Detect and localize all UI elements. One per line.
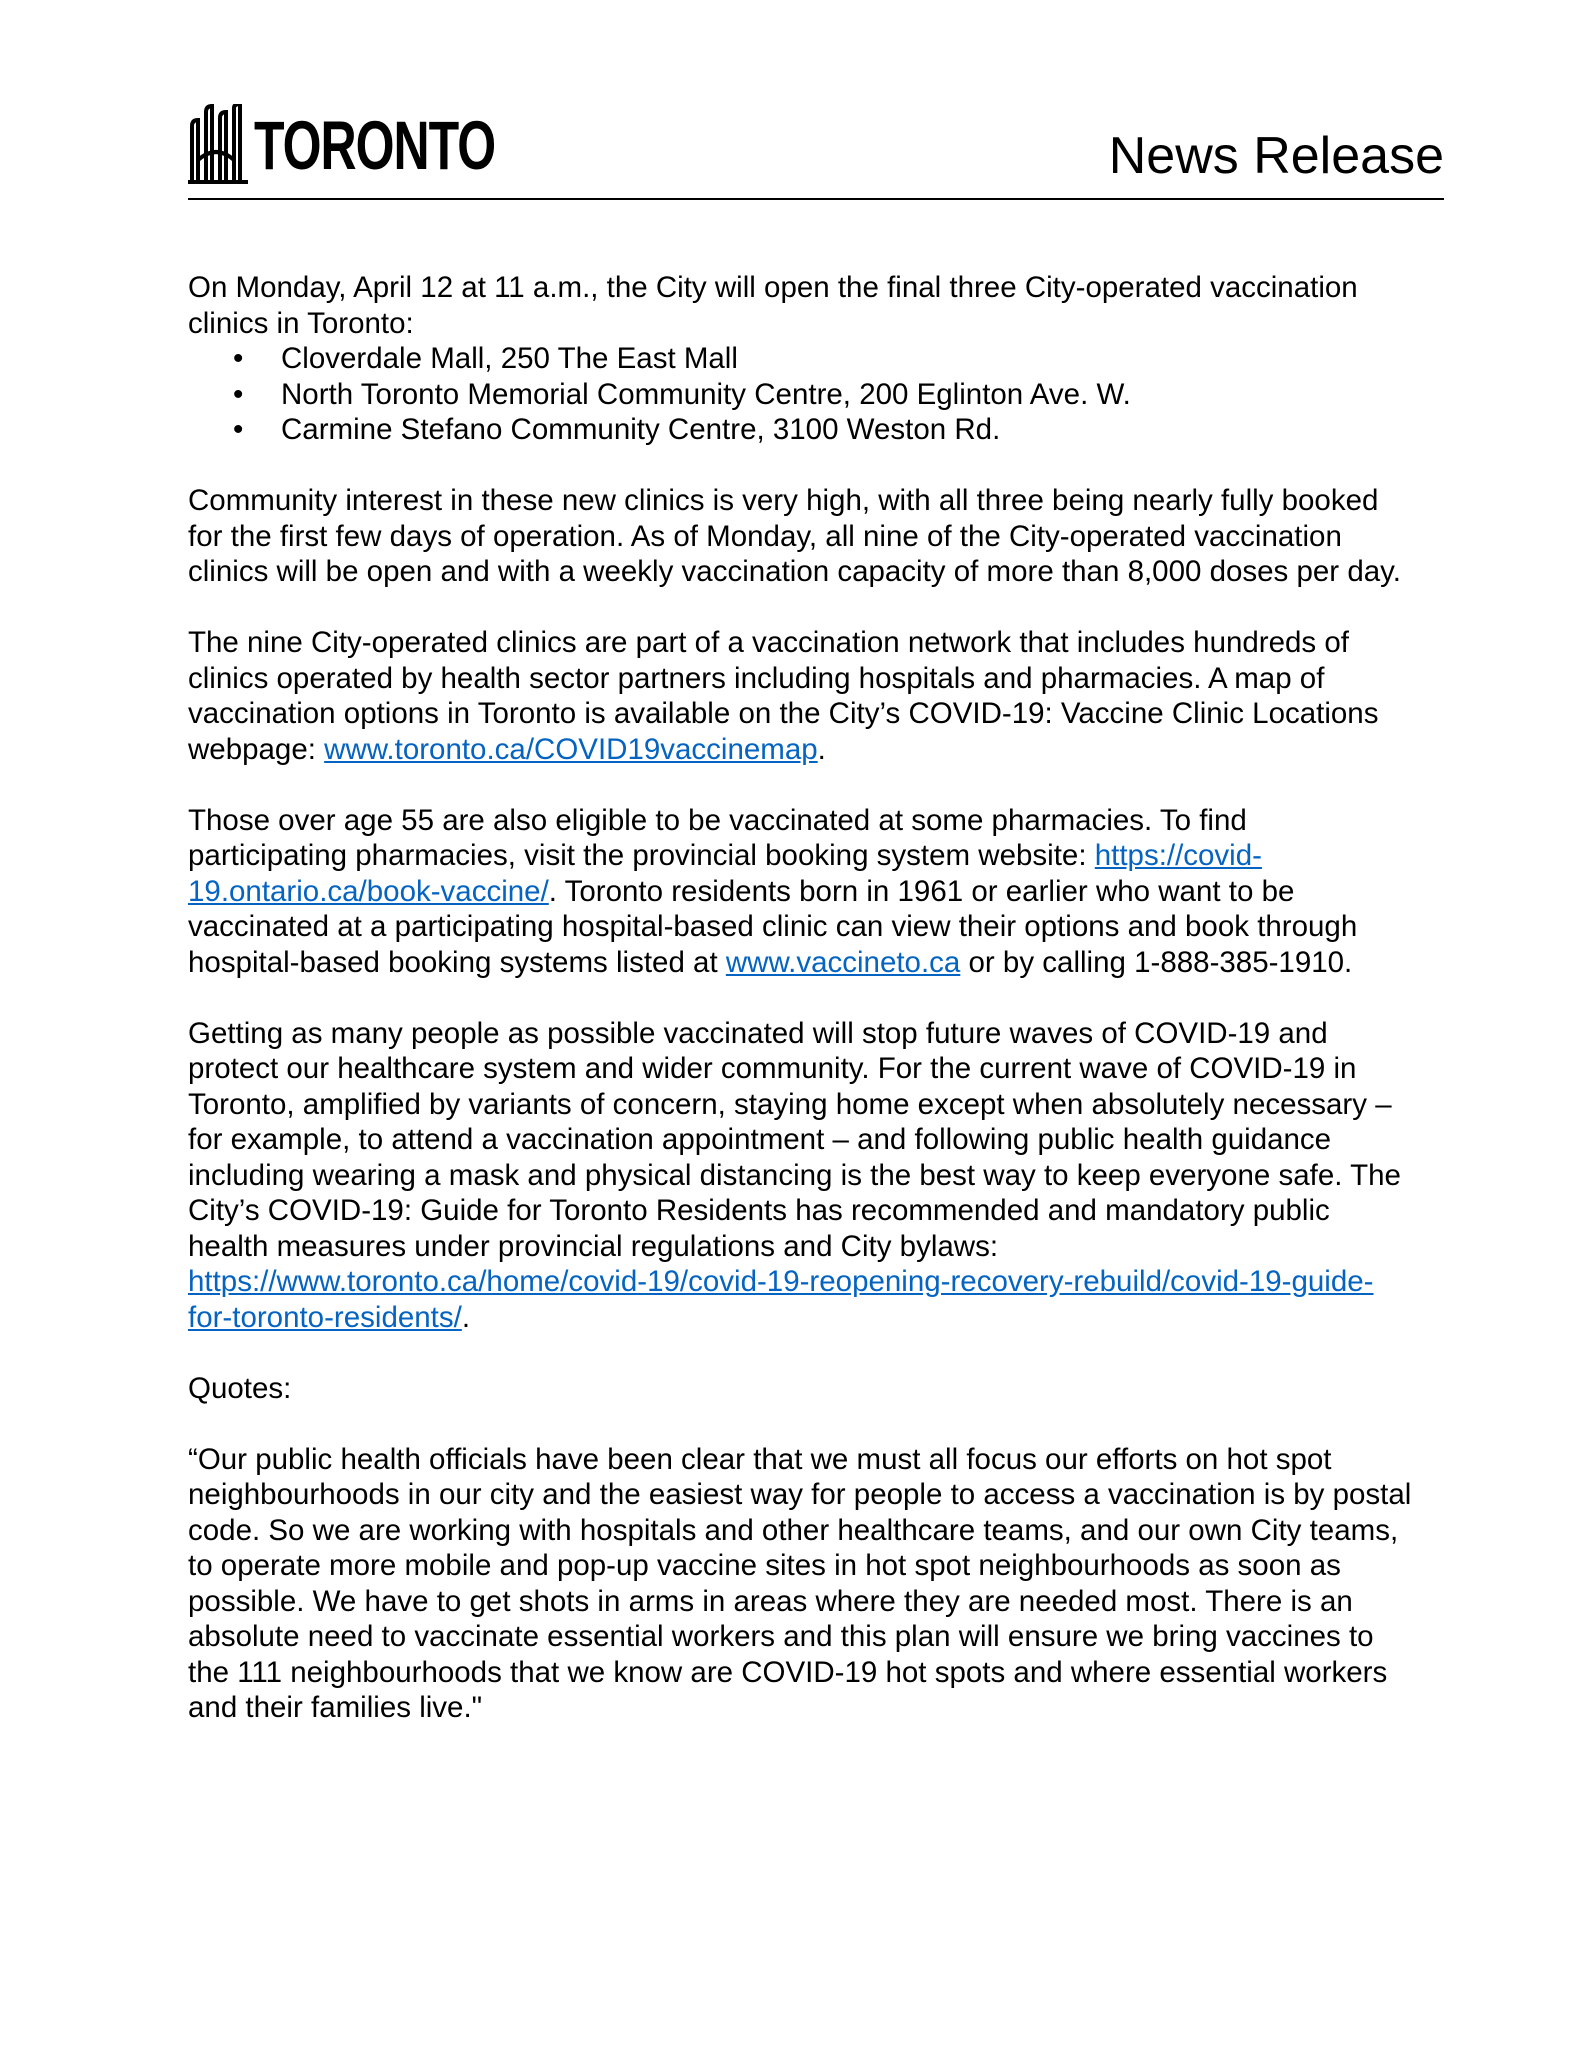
page-header — [188, 100, 1444, 200]
vaccineto-link[interactable]: www.vaccineto.ca — [725, 945, 961, 979]
paragraph-pharmacies: Those over age 55 are also eligible to be vaccinated at some pharmacies. To find participating pharmacies, visit the provincial booking system website: https://covid-19.ontario.ca/book-vaccine/. Toronto residents born in 1961 or earlier who want to be vaccinated at a participating hospital-based clinic can view their options and book through hospital-based booking systems listed at www.vaccineto.ca or by calling 1-888-385-1910. — [188, 803, 1358, 979]
vaccine-map-link[interactable]: www.toronto.ca/COVID19vaccinemap — [324, 732, 818, 766]
list-item: • Carmine Stefano Community Centre, 3100 Weston Rd. — [233, 413, 1001, 446]
intro-text: On Monday, April 12 at 11 a.m., the City will open the final three City-operated vaccination clinics in Toronto: — [188, 271, 1358, 340]
city-hall-icon — [188, 104, 248, 184]
toronto-logo — [188, 104, 495, 184]
residents-guide-link[interactable]: https://www.toronto.ca/home/covid-19/covid-19-reopening-recovery-rebuild/covid-19-guide-for-toronto-residents/ — [188, 1265, 1374, 1334]
paragraph-network: The nine City-operated clinics are part of a vaccination network that includes hundreds of clinics operated by health sector partners including hospitals and pharmacies. A map of vaccination options in Toronto is available on the City’s COVID-19: Vaccine Clinic Locations webpage: www.toronto.ca/COVID19vaccinemap. — [188, 626, 1379, 766]
paragraph-waves: Getting as many people as possible vaccinated will stop future waves of COVID-19 and protect our healthcare system and wider community. For the current wave of COVID-19 in Toronto, amplified by variants of concern, staying home except when absolutely necessary – for example, to attend a vaccination appointment – and following public health guidance including wearing a mask and physical distancing is the best way to keep everyone safe. The City’s COVID-19: Guide for Toronto Residents has recommended and mandatory public health measures under provincial regulations and City bylaws: https://www.toronto.ca/home/covid-19/covid-19-reopening-recovery-rebuild/covid-19-guide-for-toronto-residents/. — [188, 1016, 1401, 1334]
bullet-icon: • — [233, 413, 244, 446]
quote-text: “Our public health officials have been clear that we must all focus our efforts on hot spot neighbourhoods in our city and the easiest way for people to access a vaccination is by postal code. So we are working with hospitals and other healthcare teams, and our own City teams, to operate more mobile and pop-up vaccine sites in hot spot neighbourhoods as soon as possible. We have to get shots in arms in areas where they are needed most. There is an absolute need to vaccinate essential workers and this plan will ensure we bring vaccines to the 111 neighbourhoods that we know are COVID-19 hot spots and where essential workers and their families live." — [188, 1442, 1412, 1724]
bullet-icon: • — [233, 342, 244, 375]
paragraph-interest: Community interest in these new clinics is very high, with all three being nearly fully booked for the first few days of operation. As of Monday, all nine of the City-operated vaccination clinics will be open and with a weekly vaccination capacity of more than 8,000 doses per day. — [188, 484, 1401, 588]
list-item: • Cloverdale Mall, 250 The East Mall — [233, 342, 738, 375]
bullet-icon: • — [233, 377, 244, 411]
quotes-heading: Quotes: — [188, 1371, 292, 1405]
logo-wordmark: TORONTO — [254, 106, 496, 185]
list-item: • North Toronto Memorial Community Centre, 200 Eglinton Ave. W. — [233, 377, 1131, 411]
article-body — [188, 270, 1413, 1761]
book-vaccine-link[interactable]: https://covid-19.ontario.ca/book-vaccine/ — [188, 839, 1262, 908]
page-title: News Release — [1108, 127, 1444, 185]
clinic-list — [188, 341, 1413, 448]
